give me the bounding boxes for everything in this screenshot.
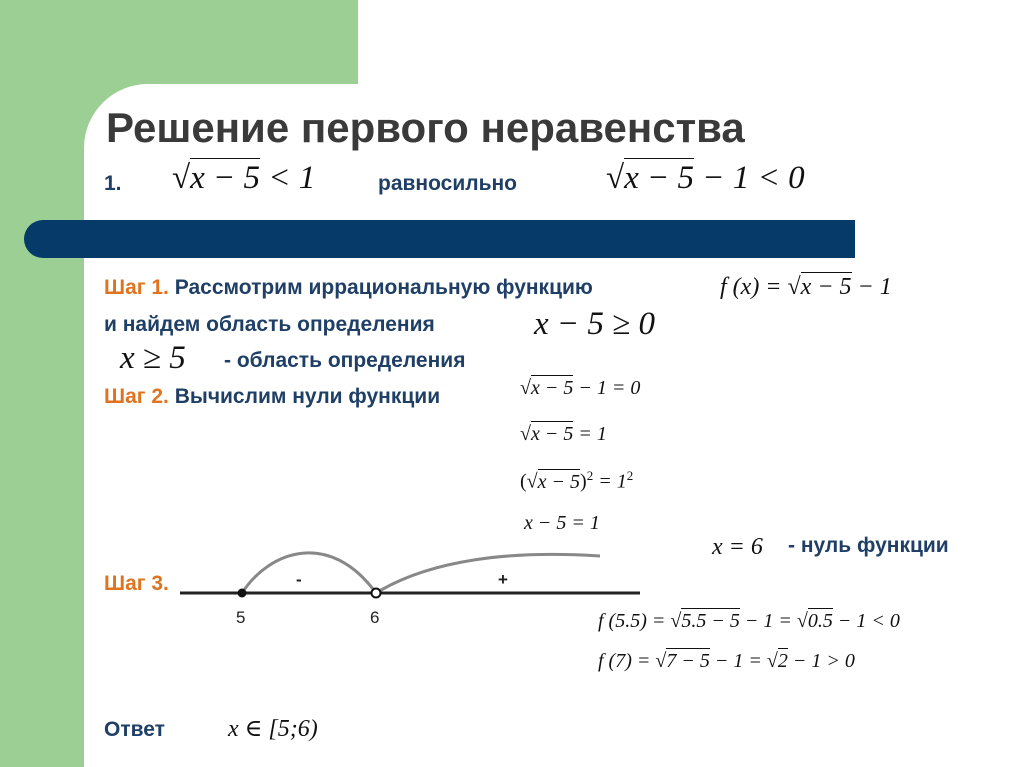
point-5-label: 5 — [236, 608, 246, 627]
point-6-marker — [372, 589, 381, 598]
step1-line — [104, 276, 593, 300]
arc-positive-interval — [376, 554, 600, 593]
point-5-marker — [238, 589, 247, 598]
step2-line — [104, 385, 440, 409]
arc-negative-interval — [242, 553, 376, 593]
step1-text-line2: и найдем область определения — [104, 313, 435, 336]
step1-label: Шаг 1. — [104, 276, 169, 299]
equation-step2: √x − 5 = 1 — [520, 423, 607, 445]
item-number: 1. — [104, 172, 122, 195]
zero-equation: x = 6 — [712, 534, 763, 560]
main-inequality: √x − 5 < 1 — [172, 160, 316, 196]
title-divider-bar — [24, 220, 855, 258]
zero-caption: - нуль функции — [788, 534, 949, 557]
equation-step1: √x − 5 − 1 = 0 — [520, 377, 641, 399]
domain-result: x ≥ 5 — [120, 340, 186, 376]
equation-step3: $(√x - 5)^2 = 1^2$ — [520, 468, 634, 493]
function-definition: f (x) = √x − 5 − 1 — [720, 274, 892, 300]
check-value-5-5: f (5.5) = √5.5 − 5 − 1 = √0.5 − 1 < 0 — [598, 610, 900, 632]
check-value-7: f (7) = √7 − 5 − 1 = √2 − 1 > 0 — [598, 650, 855, 672]
step2-text: Вычислим нули функции — [174, 385, 441, 408]
sign-plus: + — [498, 570, 508, 589]
step2-label: Шаг 2. — [104, 385, 169, 408]
sign-minus: - — [296, 570, 302, 589]
step1-text: Рассмотрим иррациональную функцию — [174, 276, 593, 299]
equation-step4: x − 5 = 1 — [524, 512, 600, 534]
equivalence-word: равносильно — [378, 172, 518, 195]
domain-caption: - область определения — [224, 349, 466, 372]
equivalent-inequality: √x − 5 − 1 < 0 — [606, 160, 805, 196]
step3-label: Шаг 3. — [104, 572, 169, 595]
domain-inequality: x − 5 ≥ 0 — [534, 306, 656, 342]
answer-value: x ∈ [5;6) — [228, 716, 318, 742]
left-green-strip — [0, 84, 84, 767]
slide-title: Решение первого неравенства — [106, 104, 745, 151]
point-6-label: 6 — [370, 608, 380, 627]
answer-label: Ответ — [104, 718, 165, 741]
number-line — [180, 540, 640, 630]
